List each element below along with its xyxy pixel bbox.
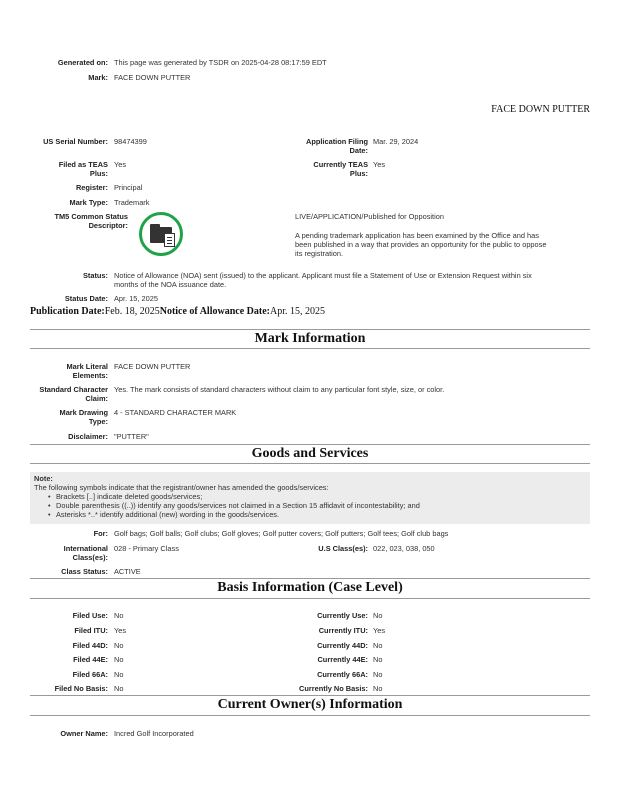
publication-date-value: Feb. 18, 2025: [104, 306, 160, 317]
filed-44d-label: Filed 44D:: [72, 641, 108, 650]
for-label: For:: [93, 529, 108, 538]
serial-number-label: US Serial Number:: [43, 137, 108, 146]
divider-mark-info-bottom: [30, 348, 590, 349]
current-teas-value: Yes: [373, 160, 386, 169]
teas-plus-label: [10, 160, 108, 178]
noa-date-label: Notice of Allowance Date:: [159, 306, 270, 317]
filing-date-label: [270, 137, 368, 155]
us-class-label: U.S Class(es):: [318, 544, 368, 553]
note-item: • Asterisks *..* identify additional (new) wording in the goods/services.: [48, 510, 586, 519]
teas-plus-label-line2: Plus:: [89, 169, 108, 178]
currently-itu-label: Currently ITU:: [318, 626, 368, 635]
tm5-description-line2: been published in a way that provides an opportunity for the public to oppose: [295, 240, 547, 249]
filed-44e-value: No: [114, 655, 124, 664]
mark-info-title: Mark Information: [254, 331, 366, 346]
generated-value: This page was generated by TSDR on 2025-04-28 08:17:59 EDT: [114, 58, 327, 67]
filed-no-basis-value: No: [114, 684, 124, 693]
publication-date-label: Publication Date:: [30, 306, 105, 317]
tm5-status: LIVE/APPLICATION/Published for Opposition: [295, 212, 444, 221]
filed-44e-label: Filed 44E:: [73, 655, 108, 664]
intl-class-label: [10, 544, 108, 562]
status-label: Status:: [82, 271, 108, 280]
mark-literal-label-line2: Elements:: [72, 371, 108, 380]
filing-date-label-line1: Application Filing: [306, 137, 368, 146]
currently-no-basis-label: Currently No Basis:: [299, 684, 368, 693]
status-value-line1: Notice of Allowance (NOA) sent (issued) to the applicant. Applicant must file a Statement of Use or Extension Request within six: [114, 271, 532, 280]
divider-basis-top: [30, 578, 590, 579]
divider-goods-top: [30, 444, 590, 445]
note-title: Note:: [34, 474, 53, 483]
mark-drawing-label-line2: Type:: [88, 417, 108, 426]
mark-literal-value: FACE DOWN PUTTER: [114, 362, 191, 371]
std-char-label-line2: Claim:: [85, 394, 108, 403]
currently-no-basis-value: No: [373, 684, 383, 693]
register-value: Principal: [114, 183, 143, 192]
teas-plus-label-line1: Filed as TEAS: [58, 160, 108, 169]
mark-type-value: Trademark: [114, 198, 150, 207]
mark-drawing-label: [10, 408, 108, 426]
disclaimer-label: Disclaimer:: [68, 432, 108, 441]
status-date-value: Apr. 15, 2025: [114, 294, 158, 303]
noa-date-value: Apr. 15, 2025: [269, 306, 325, 317]
filed-66a-value: No: [114, 670, 124, 679]
register-label: Register:: [75, 183, 108, 192]
currently-44e-label: Currently 44E:: [317, 655, 368, 664]
current-teas-label-line1: Currently TEAS: [313, 160, 368, 169]
note-item: • Double parenthesis ((..)) identify any goods/services not claimed in a Section 15 affidavit of incontestability; and: [48, 501, 586, 510]
divider-owner-bottom: [30, 715, 590, 716]
divider-goods-bottom: [30, 463, 590, 464]
status-date-label: Status Date:: [64, 294, 108, 303]
owner-name-value: Incred Golf Incorporated: [114, 729, 194, 738]
status-value: [114, 271, 532, 289]
current-teas-label: [270, 160, 368, 178]
note-intro: The following symbols indicate that the registrant/owner has amended the goods/services:: [34, 483, 329, 492]
filing-date-value: Mar. 29, 2024: [373, 137, 419, 146]
currently-66a-value: No: [373, 670, 383, 679]
divider-basis-bottom: [30, 598, 590, 599]
filed-use-value: No: [114, 611, 124, 620]
mark-drawing-label-line1: Mark Drawing: [59, 408, 108, 417]
currently-use-value: No: [373, 611, 383, 620]
publication-row: [30, 306, 325, 318]
class-status-value: ACTIVE: [114, 567, 141, 576]
filed-itu-value: Yes: [114, 626, 127, 635]
filed-itu-label: Filed ITU:: [74, 626, 108, 635]
current-teas-label-line2: Plus:: [349, 169, 368, 178]
divider-mark-info-top: [30, 329, 590, 330]
std-char-value: Yes. The mark consists of standard characters without claim to any particular font style, size, or color.: [114, 385, 445, 394]
tm5-label: [10, 212, 128, 230]
mark-label: Mark:: [88, 73, 108, 82]
status-value-line2: months of the NOA issuance date.: [114, 280, 227, 289]
tm5-label-line1: TM5 Common Status: [54, 212, 128, 221]
owner-title: Current Owner(s) Information: [217, 697, 403, 712]
note-item: • Brackets [..] indicate deleted goods/services;: [48, 492, 586, 501]
owner-name-label: Owner Name:: [60, 729, 108, 738]
amendment-note: [30, 472, 590, 524]
currently-44e-value: No: [373, 655, 383, 664]
currently-66a-label: Currently 66A:: [317, 670, 368, 679]
std-char-label: [10, 385, 108, 403]
mark-literal-label-line1: Mark Literal: [66, 362, 108, 371]
std-char-label-line1: Standard Character: [39, 385, 108, 394]
filed-66a-label: Filed 66A:: [72, 670, 108, 679]
currently-use-label: Currently Use:: [317, 611, 368, 620]
currently-44d-value: No: [373, 641, 383, 650]
disclaimer-value: "PUTTER": [114, 432, 149, 441]
document-icon: [164, 233, 175, 247]
filed-use-label: Filed Use:: [72, 611, 108, 620]
intl-class-value: 028 - Primary Class: [114, 544, 179, 553]
tm5-description-line1: A pending trademark application has been examined by the Office and has: [295, 231, 539, 240]
intl-class-label-line1: International: [63, 544, 108, 553]
intl-class-label-line2: Class(es):: [72, 553, 108, 562]
tm5-description: [295, 231, 546, 258]
goods-title: Goods and Services: [251, 446, 369, 461]
mark-drawing-value: 4 - STANDARD CHARACTER MARK: [114, 408, 237, 417]
note-list: [48, 492, 586, 519]
currently-itu-value: Yes: [373, 626, 386, 635]
us-class-value: 022, 023, 038, 050: [373, 544, 435, 553]
filing-date-label-line2: Date:: [349, 146, 368, 155]
currently-44d-label: Currently 44D:: [317, 641, 368, 650]
for-value: Golf bags; Golf balls; Golf clubs; Golf gloves; Golf putter covers; Golf putters; Golf tees; Golf club bags: [114, 529, 449, 538]
divider-owner-top: [30, 695, 590, 696]
basis-title: Basis Information (Case Level): [217, 580, 403, 595]
mark-value: FACE DOWN PUTTER: [114, 73, 191, 82]
tm5-label-line2: Descriptor:: [88, 221, 128, 230]
filed-44d-value: No: [114, 641, 124, 650]
mark-literal-label: [10, 362, 108, 380]
mark-display: FACE DOWN PUTTER: [491, 104, 590, 115]
tm5-description-line3: its registration.: [295, 249, 344, 258]
filed-no-basis-label: Filed No Basis:: [54, 684, 108, 693]
class-status-label: Class Status:: [61, 567, 108, 576]
mark-type-label: Mark Type:: [69, 198, 108, 207]
generated-label: Generated on:: [57, 58, 108, 67]
status-descriptor-icon: [139, 212, 183, 256]
serial-number-value: 98474399: [114, 137, 147, 146]
teas-plus-value: Yes: [114, 160, 127, 169]
